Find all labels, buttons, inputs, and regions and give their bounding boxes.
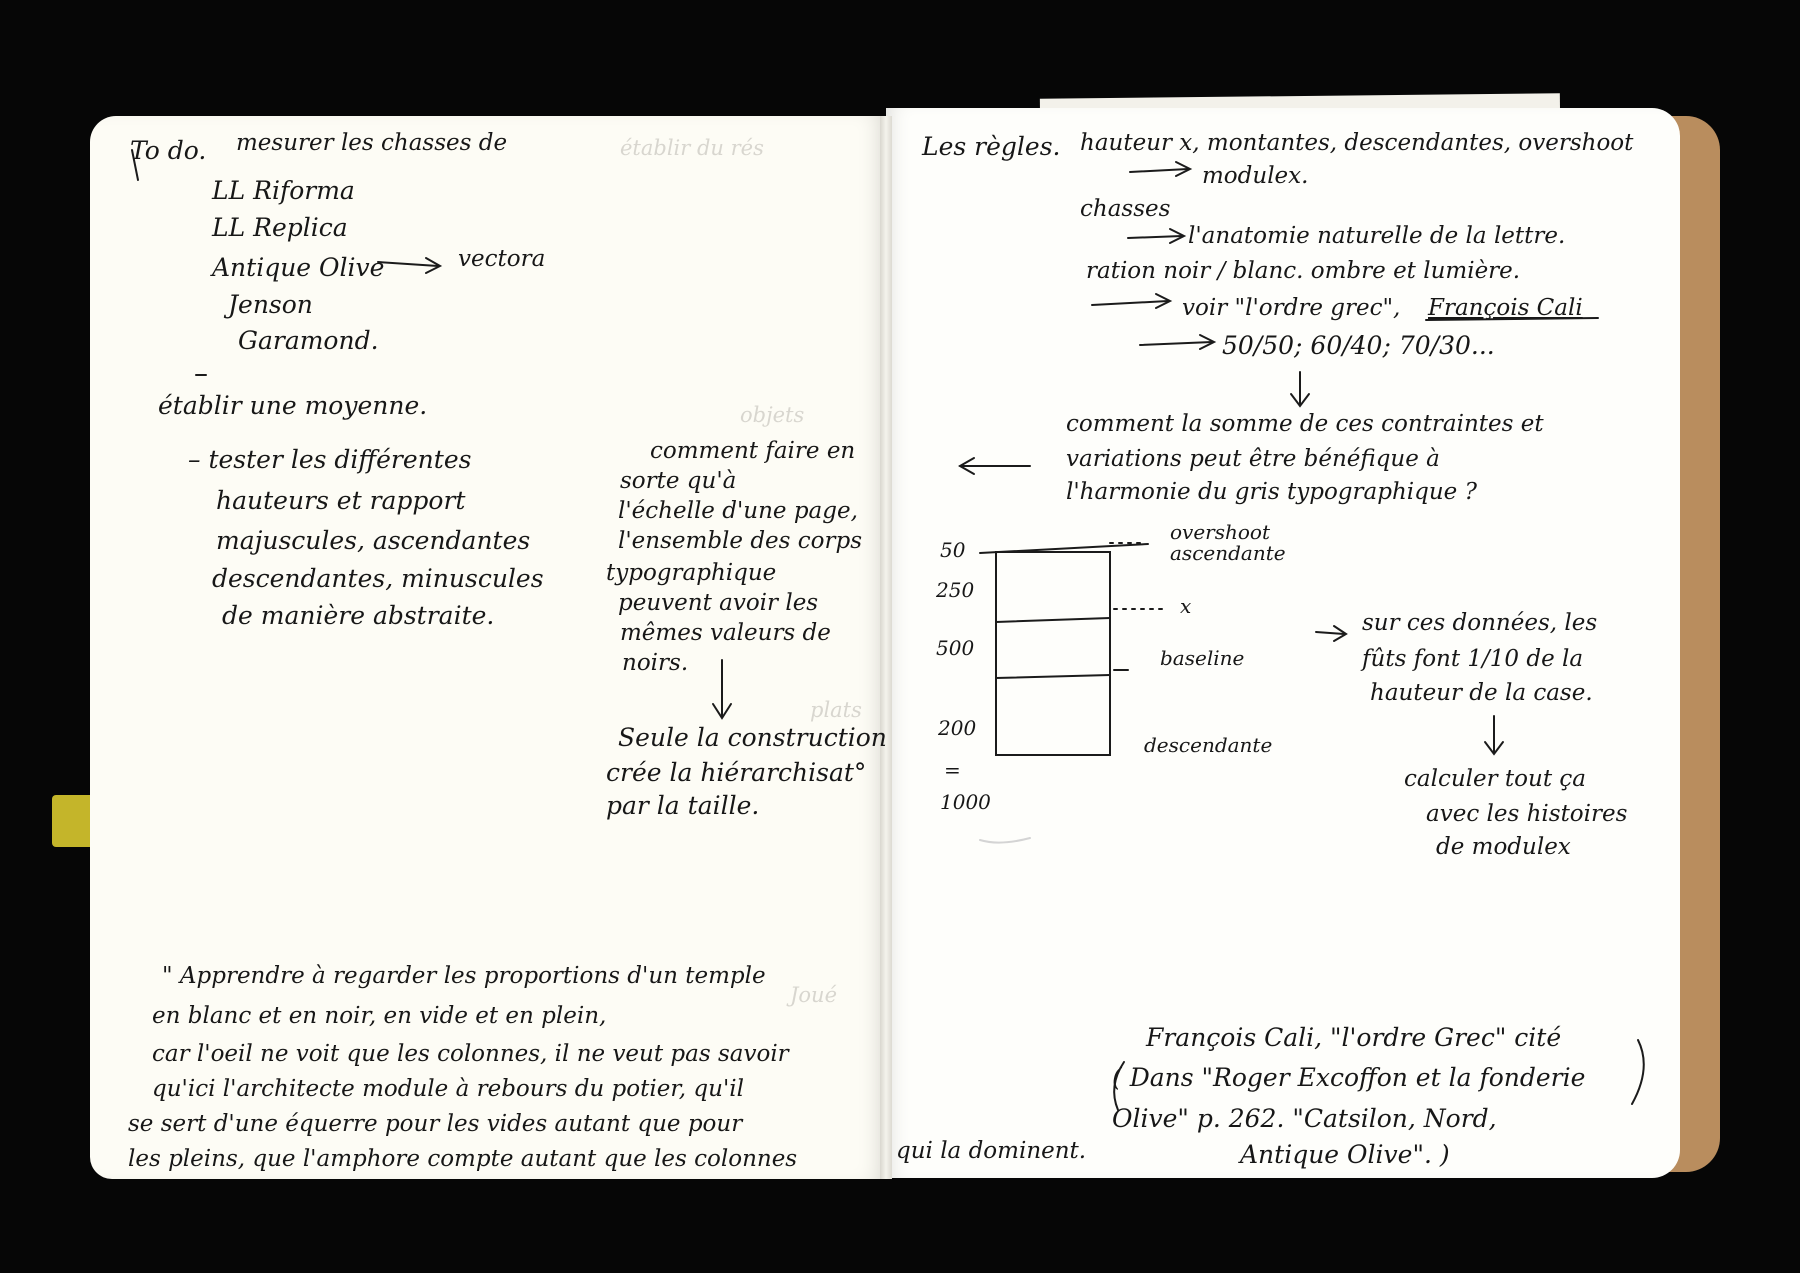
diagram-label: ascendante (1170, 541, 1286, 565)
quote-line: en blanc et en noir, en vide et en plein, (152, 1003, 607, 1029)
right-question-line: l'harmonie du gris typographique ? (1066, 479, 1477, 505)
question-line: l'échelle d'une page, (618, 498, 858, 524)
answer-line: Seule la construction (618, 723, 887, 752)
bleed-through-text: établir du rés (620, 136, 764, 160)
quote-line: " Apprendre à regarder les proportions d'un temple (162, 963, 766, 989)
calc-note-line: calculer tout ça (1404, 766, 1586, 792)
quote-line: qu'ici l'architecte module à rebours du potier, qu'il (152, 1076, 744, 1102)
average-line: de manière abstraite. (222, 601, 495, 630)
quote-line: se sert d'une équerre pour les vides autant que pour (128, 1111, 743, 1137)
diagram-label: baseline (1160, 646, 1245, 670)
average-line: descendantes, minuscules (212, 564, 544, 593)
question-line: peuvent avoir les (618, 590, 819, 616)
todo-font-item: LL Replica (212, 213, 348, 242)
calc-note-line: de modulex (1436, 834, 1571, 860)
todo-label: To do. (130, 136, 207, 165)
quote-line: les pleins, que l'amphore compte autant que les colonnes (128, 1146, 798, 1172)
question-line: noirs. (622, 650, 689, 676)
bookmark-ribbon (52, 795, 92, 847)
todo-heading: mesurer les chasses de (236, 130, 508, 156)
rules-voir: voir "l'ordre grec", (1182, 295, 1401, 321)
question-line: l'ensemble des corps (618, 528, 863, 554)
diagram-value: 250 (936, 578, 975, 602)
right-question-line: variations peut être bénéfique à (1066, 446, 1440, 472)
rules-line: hauteur x, montantes, descendantes, overshoot (1080, 130, 1634, 156)
average-line: majuscules, ascendantes (216, 526, 531, 555)
bleed-through-text: plats (810, 698, 862, 722)
diagram-label: overshoot (1170, 520, 1270, 544)
notebook-gutter (880, 116, 892, 1179)
todo-font-item: LL Riforma (212, 176, 355, 205)
average-line: – tester les différentes (188, 445, 472, 474)
rules-anatomy: ration noir / blanc. ombre et lumière. (1086, 258, 1521, 284)
reference-line: ( Dans "Roger Excoffon et la fonderie (1112, 1063, 1586, 1092)
diagram-value: 500 (936, 636, 975, 660)
question-line: typographique (606, 560, 777, 586)
diagram-label: x (1180, 594, 1192, 618)
todo-arrow-note: vectora (458, 246, 546, 272)
diagram-value: 1000 (940, 790, 991, 814)
rules-label: Les règles. (922, 132, 1061, 161)
data-note-line: fûts font 1/10 de la (1362, 646, 1584, 672)
todo-font-item: Jenson (228, 290, 313, 319)
bleed-through-text: Joué (790, 983, 838, 1007)
diagram-label: descendante (1144, 733, 1273, 757)
bleed-through-text: objets (740, 403, 805, 427)
right-question-line: comment la somme de ces contraintes et (1066, 411, 1544, 437)
data-note-line: sur ces données, les (1362, 610, 1598, 636)
average-heading: établir une moyenne. (158, 391, 428, 420)
data-note-line: hauteur de la case. (1370, 680, 1593, 706)
quote-end: qui la dominent. (896, 1138, 1087, 1164)
reference-line: Antique Olive". ) (1240, 1140, 1450, 1169)
diagram-value: 50 (940, 538, 966, 562)
rules-voir-author: François Cali (1428, 295, 1583, 321)
question-line: comment faire en (650, 438, 856, 464)
reference-line: Olive" p. 262. "Catsilon, Nord, (1112, 1104, 1497, 1133)
reference-line: François Cali, "l'ordre Grec" cité (1146, 1023, 1562, 1052)
diagram-value: 200 (938, 716, 977, 740)
todo-font-item: Antique Olive (212, 253, 385, 282)
calc-note-line: avec les histoires (1426, 801, 1628, 827)
average-line: hauteurs et rapport (216, 486, 466, 515)
quote-line: car l'oeil ne voit que les colonnes, il ne veut pas savoir (152, 1041, 789, 1067)
question-line: mêmes valeurs de (620, 620, 831, 646)
rules-anatomy: l'anatomie naturelle de la lettre. (1188, 223, 1566, 249)
rules-modulex: modulex. (1202, 163, 1309, 189)
answer-line: par la taille. (606, 791, 760, 820)
rules-chasses: chasses (1080, 196, 1171, 222)
question-line: sorte qu'à (620, 468, 737, 494)
diagram-value: = (944, 758, 961, 782)
rules-ratios: 50/50; 60/40; 70/30... (1222, 331, 1495, 360)
todo-font-item: Garamond. (238, 326, 379, 355)
answer-line: crée la hiérarchisat° (606, 758, 867, 787)
